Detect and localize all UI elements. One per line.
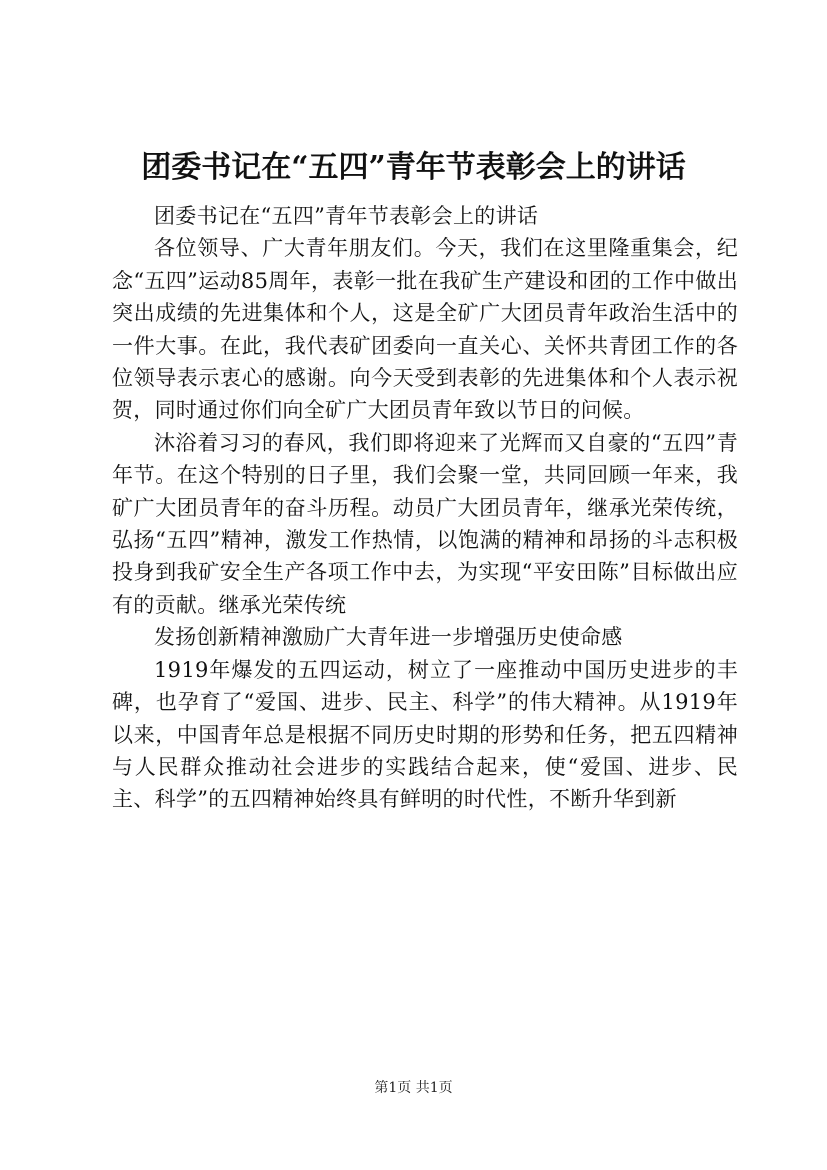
paragraph-history: 1919年爆发的五四运动，树立了一座推动中国历史进步的丰碑，也孕育了“爱国、进步、民主、科学”的伟大精神。从1919年以来，中国青年总是根据不同历史时期的形势和任务，把五四精神与人民群众推动社会进步的实践结合起来，使“爱国、进步、民主、科学”的五四精神始终具有鲜明的时代性，不断升华到新: [112, 657, 738, 812]
paragraph-greeting: 各位领导、广大青年朋友们。今天，我们在这里隆重集会，纪念“五四”运动85周年，表彰一批在我矿生产建设和团的工作中做出突出成绩的先进集体和个人，这是全矿广大团员青年政治生活中的一件大事。在此，我代表矿团委向一直关心、关怀共青团工作的各位领导表示衷心的感谢。向今天受到表彰的先进集体和个人表示祝贺，同时通过你们向全矿广大团员青年致以节日的问候。: [112, 236, 738, 423]
paragraph-subtitle: 团委书记在“五四”青年节表彰会上的讲话: [154, 204, 539, 228]
document-body: [112, 200, 738, 816]
paragraph-heading: 发扬创新精神激励广大青年进一步增强历史使命感: [154, 625, 623, 650]
page-footer: 第1页 共1页: [374, 1080, 453, 1096]
document-title: 团委书记在“五四”青年节表彰会上的讲话: [141, 150, 686, 185]
paragraph-spring: 沐浴着习习的春风，我们即将迎来了光辉而又自豪的“五四”青年节。在这个特别的日子里，我们会聚一堂，共同回顾一年来，我矿广大团员青年的奋斗历程。动员广大团员青年，继承光荣传统，弘扬“五四”精神，激发工作热情，以饱满的精神和昂扬的斗志积极投身到我矿安全生产各项工作中去，为实现“平安田陈”目标做出应有的贡献。继承光荣传统: [112, 430, 738, 617]
